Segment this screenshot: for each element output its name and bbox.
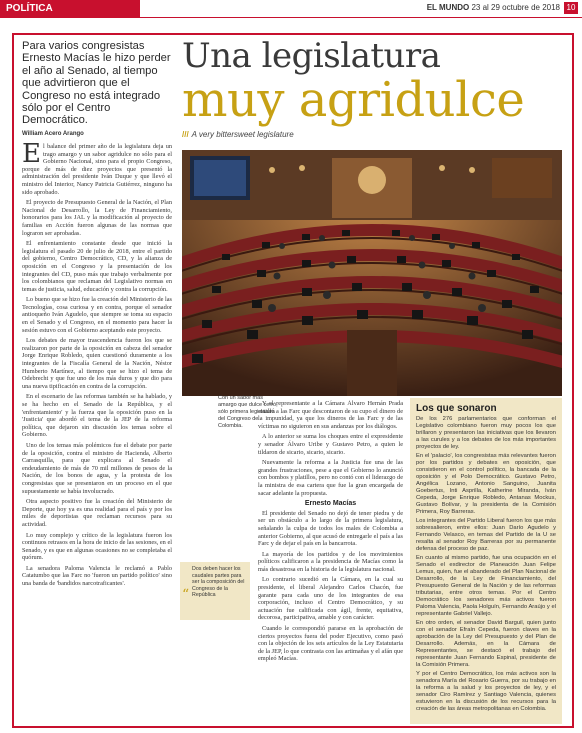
section-tag: POLÍTICA xyxy=(0,0,140,18)
photo-caption: Con un sabor más amargo que dulce cerró, sólo primera legislatura del Congreso de Colombia. xyxy=(218,395,278,429)
body-paragraph: El enfrentamiento constante desde que inició la legislatura el pasado 20 de julio de 2018, entre el partido del gobierno, Centro Democrático, CD, y la alianza de oposición en el Congreso y la presentación de los integrantes del CD, puso más que trabajo verbalmente por los colombianos que reclaman del Legislativo normas en temas de justicia, salud, educación y contra la corrupción. xyxy=(22,240,172,293)
body-paragraph: A lo anterior se suma los choques entre el expresidente y senador Álvaro Uribe y Gustavo Petro, a quien le tildaron de sicario, sicario, sicario. xyxy=(258,433,403,456)
quote-mark: “ xyxy=(182,587,190,603)
body-column-1 xyxy=(22,143,172,723)
body-paragraph: En el escenario de las reformas también se ha hablado, y se ha hecho en el Senado de la República, y el 'enfrentamiento' y la fuerza que la oposición puso en la 'Justicia' que abordó el tema de la JEP de la reforma política, que dejaron sin discusión los temas sobre el Gobierno. xyxy=(22,393,172,439)
subheading: Ernesto Macías xyxy=(304,500,357,508)
body-paragraph: Nuevamente la reforma a la Justicia fue una de las grandes frustraciones, pese a que el Gobierno lo anunció con bombos y platillos, pero no contó con el liderazgo de la ministra de esa cartera que fue la gran encargada de sacar adelante la propuesta. xyxy=(258,459,403,497)
body-paragraph: Uno de los temas más polémicos fue el debate por parte de la oposición, contra el ministro de Hacienda, Alberto Carrasquilla, para que explicara al Senado el endeudamiento de más de 70 mil millones de pesos de la Nación, de los bonos de agua, y la protesta de los congresistas que se presentaron en un proceso en el que supuestamente se había involucrado. xyxy=(22,441,172,495)
body-paragraph: Lo contrario sucedió en la Cámara, en la cual su presidente, el liberal Alejandro Carlos Chacón, fue garante para cada uno de los integrantes de esa corporación, incluso el Centro Democrático, y su actuación fue calificada con ágil, frente, equitativa, decorosa, participativa, amable y con carácter. xyxy=(258,576,403,622)
sidebar-box-title: Los que sonaron xyxy=(416,403,497,414)
chamber-illustration xyxy=(182,150,562,396)
box-paragraph: En el 'palacio', los congresistas más relevantes fueron por los partidos y debates en oposición, que consistieron en el control político, la bancada de la oposición y el Polo Democrático. Gustavo Petro, Angélica Lozano, Antonio Sanguino, Juanita Goebertus, Inti Asprilla, Katherine Miranda, Iván Cepeda, Jorge Enrique Robledo, Antanas Mockus, Gustavo Bolívar, y la presidenta de la Comisión Primera, Roy Barreras. xyxy=(416,453,556,515)
header-rule xyxy=(140,17,582,18)
issue-line xyxy=(427,3,560,12)
body-paragraph: Y el representante a la Cámara Álvaro Hernán Prada estalló a las Farc que descontaron de su cupo el dinero de la impunidad, ya que los dineros de las Farc y de las víctimas no siguieron en sus andanzas por los diálogos. xyxy=(258,400,403,430)
box-paragraph: En otro orden, el senador David Barguil, quien junto con el senador Efraín Cepeda, fueron claves en la aprobación de la Ley del Presupuesto y del Plan de Desarrollo. Además, en la Cámara de Representantes, se destacó el trabajo del representante Juan Fernando Espinal, presidente de la Comisión Primera. xyxy=(416,620,556,668)
subtitle xyxy=(182,130,294,139)
body-paragraph: La senadora Paloma Valencia le reclamó a Pablo Catatumbo que las Farc no 'fueron un partido político' sino una banda de 'bandidos narcotraficantes'. xyxy=(22,564,172,588)
page-number: 10 xyxy=(564,2,578,14)
page-header xyxy=(0,0,582,22)
body-paragraph: El presidente del Senado no dejó de tener piedra y de ser un obstáculo a lo largo de la primera legislatura, señalando la culpa de todos los males de Colombia a anterior Gobierno, al que acusó de entregarle el país a las Farc y de dejar el país en la bancarrota. xyxy=(258,509,403,548)
body-paragraph: Cuando le correspondió pararse en la aprobación de ciertos proyectos fuera del poder Ejecutivo, como pasó con la objeción de los seis artículos de la Ley Estatutaria de la JEP, lo que contrasta con las artimañas y el afán que empleó Macías. xyxy=(258,625,403,663)
headline-line-1: Una legislatura xyxy=(182,36,441,76)
body-paragraph: Lo bueno que se hizo fue la creación del Ministerio de las Tecnologías, cosa curiosa y en contra, porque el senador antioqueño Iván Agudelo, que siempre se toma su espacio en el Senado y el Congreso, en el momento para hacer la sesión estuvo con el Gobierno aceptando este proyecto. xyxy=(22,296,172,334)
box-paragraph: En cuanto al mismo partido, fue una ocupación en el Senado el exdirector de Planeación Juan Felipe Lemus, quien, fue el abanderado del Plan Nacional de Desarrollo, de la Ley de Financiamiento, del Presupuesto General de la Nación y de las reformas tributarias, entre otros temas. Por el Centro Democrático los senadores más activos fueron Paloma Valencia, Paola Holguín, Fernando Araújo y el representante Gabriel Vallejo. xyxy=(416,555,556,617)
pull-quote xyxy=(180,562,250,620)
body-paragraph: La mayoría de los partidos y de los movimientos políticos calificaron a la presidencia de Macías como la más desastrosa en la historia de la legislatura nacional. xyxy=(258,550,403,573)
box-paragraph: Y por el Centro Democrático, los más activos son la senadora María del Rosario Guerra, por su trabajo en la reforma a la salud y los proyectos de ley, y el senador Ciro Ramírez y Santiago Valencia, quienes estuvieron en la discusión de los recursos para la creación de las áreas metropolitanas en Colombia. xyxy=(416,671,556,712)
article-lead: Para varios congresistas Ernesto Macías le hizo perder el año al Senado, al tiempo que advirtieron que el Congreso no está integrado sólo por el Centro Democrático. xyxy=(22,40,171,127)
issue-date: 23 al 29 octubre de 2018 xyxy=(471,3,560,12)
body-paragraph: El balance del primer año de la legislatura deja un trago amargo y un sabor agridulce no sólo para el Gobierno Nacional, sino para el propio Congreso, porque de más de diez proyectos que presentó la administración del presidente Iván Duque y que llevó el ministro del Interior, Nancy Patricia Gutiérrez, ninguno ha sido aprobado. xyxy=(22,143,172,196)
sidebar-box xyxy=(410,398,562,724)
body-paragraph: Otra aspecto positivo fue la creación del Ministerio de Deporte, que hoy ya es una realidad para el país y por los miles de deportistas que reclaman recursos para su actividad. xyxy=(22,498,172,528)
body-paragraph: Los debates de mayor trascendencia fueron los que se realizaron por parte de la oposición en cabeza del senador Jorge Enrique Robledo, quien cuestionó duramente a los integrantes de la Fiscalía General de la Nación, Néstor Humberto Martínez, al tiempo que se hizo el tema de Odebrecht y que fue uno de los más duros y que dio para una nueva tipificación en contra de la corrupción. xyxy=(22,337,172,390)
pull-quote-text: Dos deben hacer los caudales partes para ser la composición del Congreso de la República xyxy=(192,566,245,598)
congress-chamber-photo xyxy=(182,150,562,396)
body-paragraph: El proyecto de Presupuesto General de la Nación, el Plan Nacional de Desarrollo, la Ley de Financiamiento, honorarios para los JAL y la modificación al proyecto de familias en Acción fueron algunas de las normas que lograron ser aprobadas. xyxy=(22,199,172,237)
subtitle-slashes: /// xyxy=(182,130,189,139)
box-paragraph: Los integrantes del Partido Liberal fueron los que más sobresalieron, entre ellos: Juan Darío Agudelo y Fernando Velasco, en temas del Partido de la U se resalta al senador Roy Barreras por su permanente defensa del proceso de paz. xyxy=(416,518,556,552)
byline: William Acero Arango xyxy=(22,131,84,137)
body-paragraph: Lo muy complejo y crítico de la legislatura fueron los continuos retrasos en la hora de inicio de las sesiones, en el Senado, y es que en algunas ocasiones no se completaba el quórum. xyxy=(22,531,172,562)
headline-line-2: muy agridulce xyxy=(182,72,525,128)
body-column-2 xyxy=(258,400,403,722)
drop-cap: E xyxy=(22,143,41,169)
subtitle-text: A very bittersweet legislature xyxy=(191,130,294,139)
box-paragraph: De los 276 parlamentarios que conforman el Legislativo colombiano fueron muy pocos los que brillaron y presentaron las iniciativas que los llevaron a las curules y a los debates de los más importantes proyectos de ley. xyxy=(416,416,556,450)
newspaper-name: EL MUNDO xyxy=(426,3,470,12)
sidebar-box-text xyxy=(416,416,556,713)
